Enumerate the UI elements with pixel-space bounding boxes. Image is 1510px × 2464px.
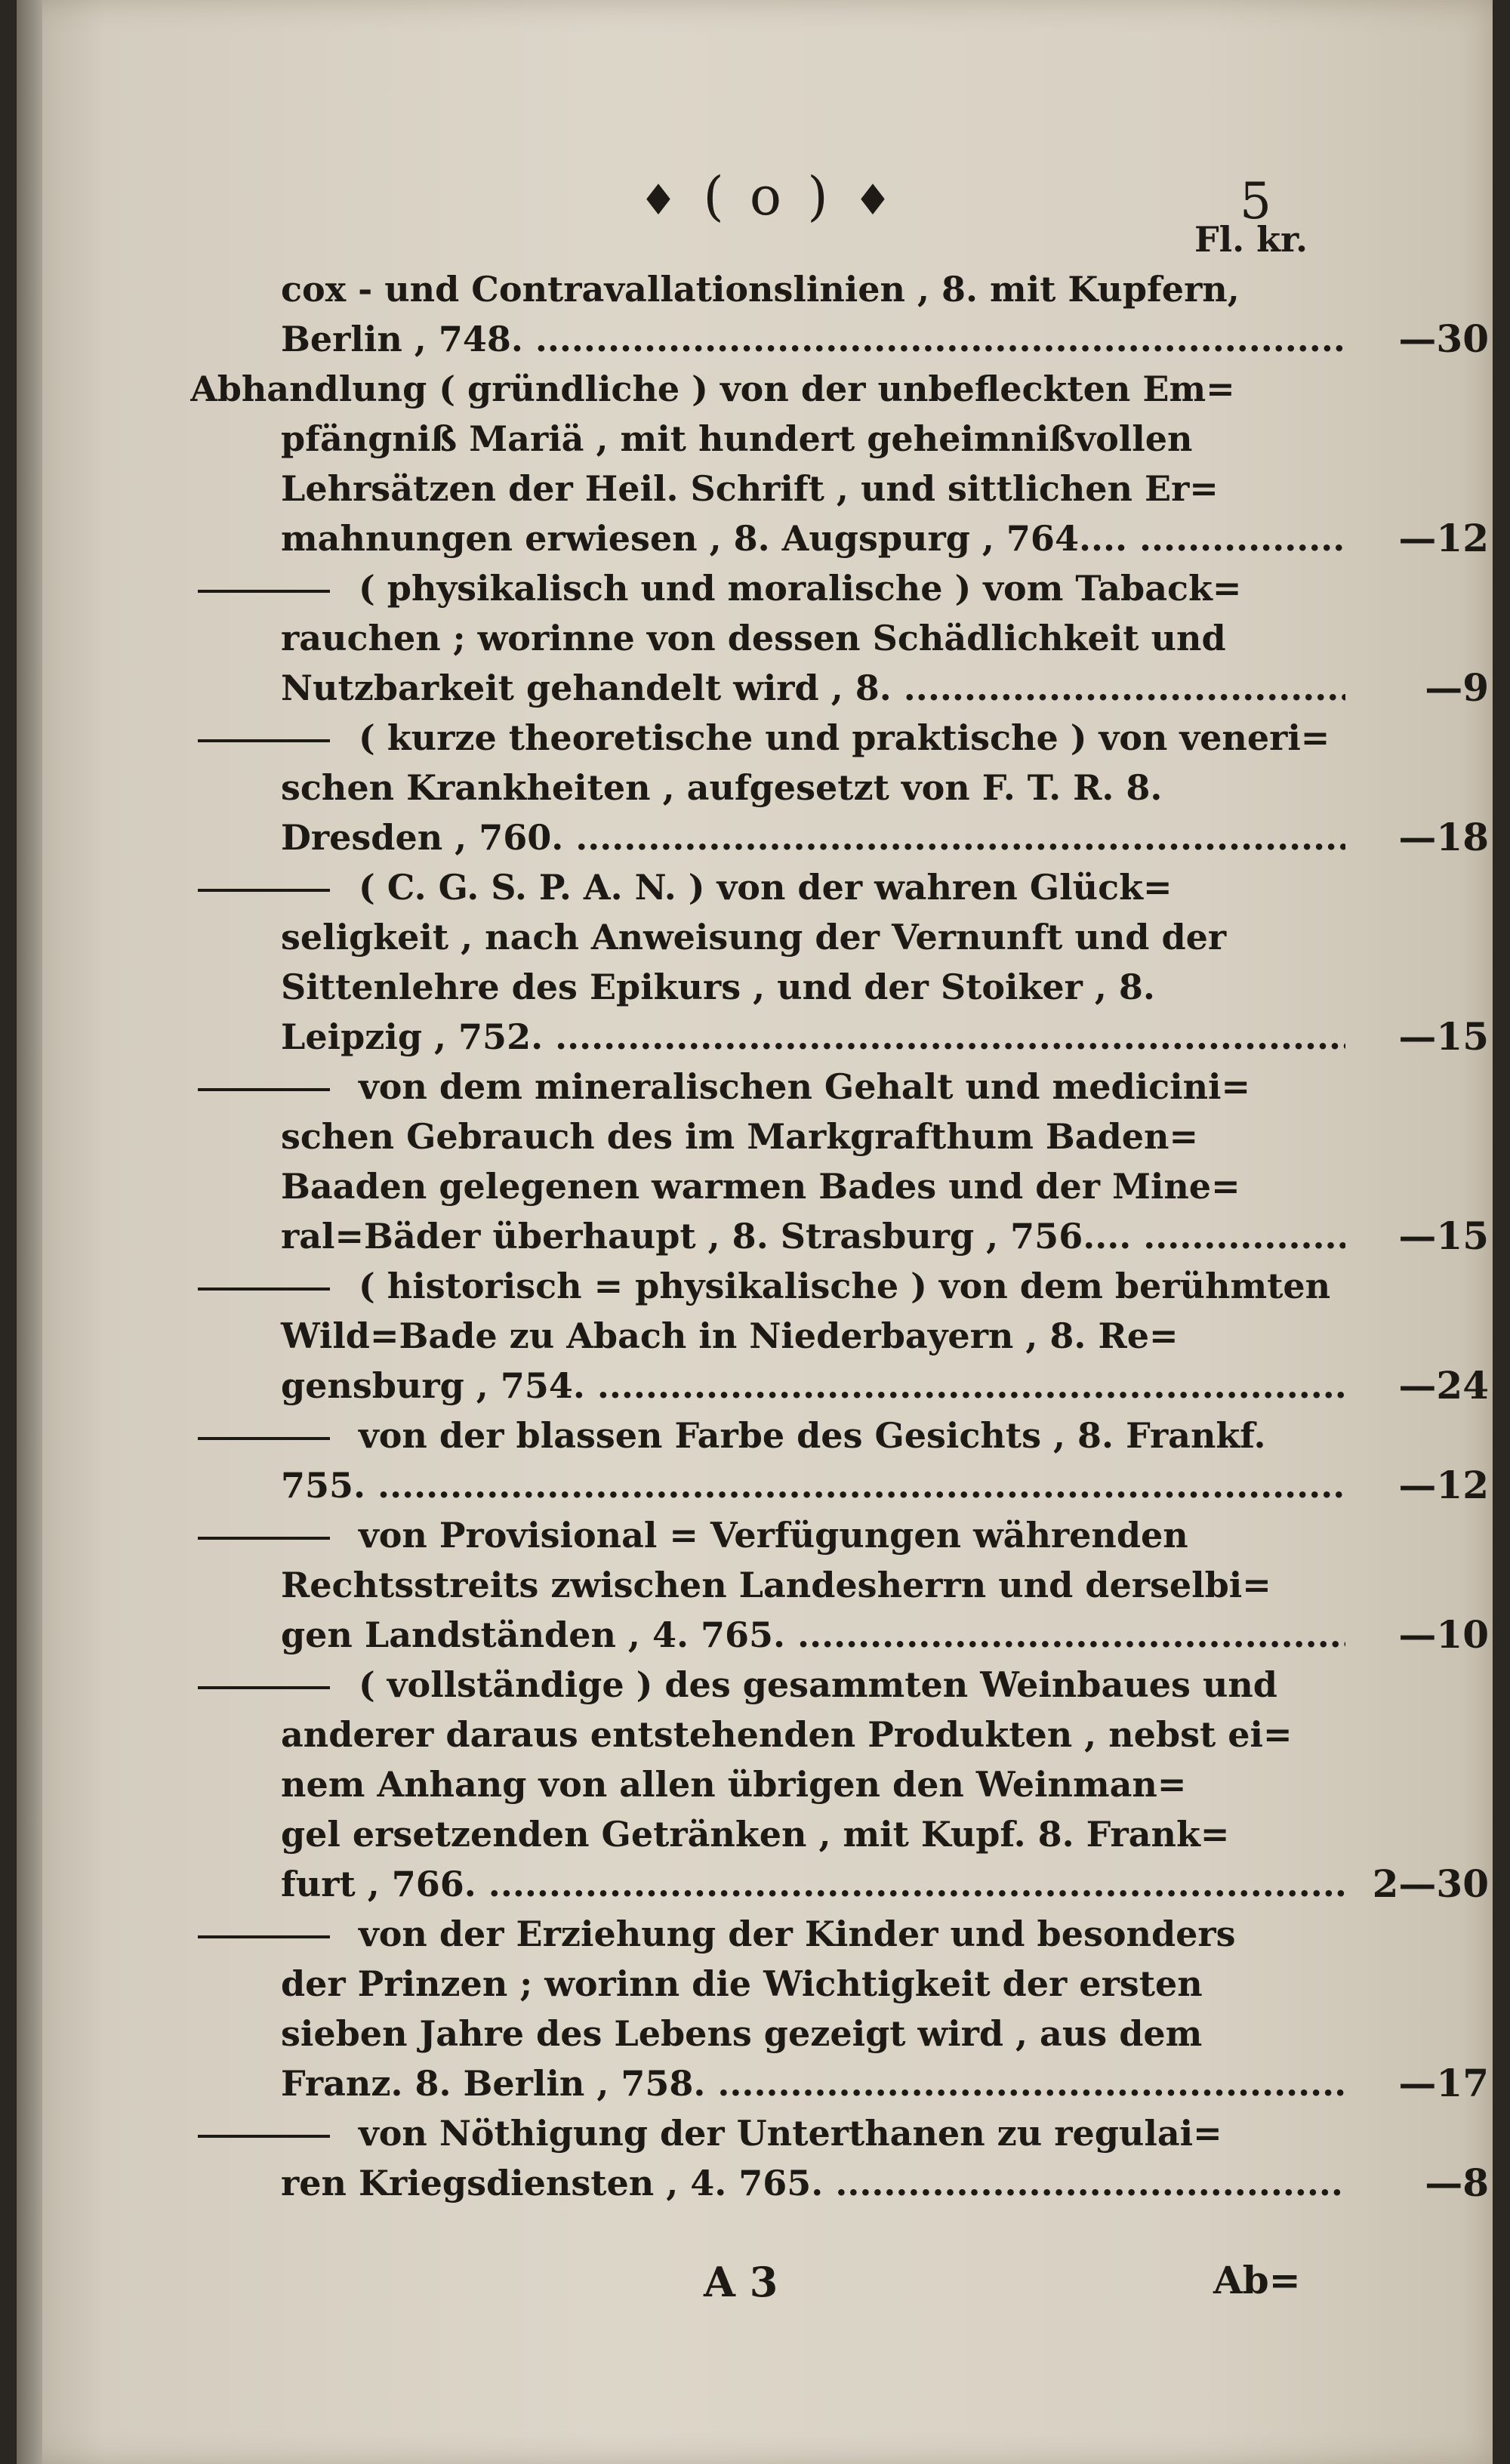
entry-price: —8 [1425, 2160, 1489, 2205]
entry-text: schen Krankheiten , aufgesetzt von F. T. R. 8. [281, 767, 1163, 808]
ditto-dash [198, 1935, 330, 1938]
entry-line [190, 1759, 1345, 1809]
entry-text: gel ersetzenden Getränken , mit Kupf. 8. Frank= [281, 1814, 1230, 1855]
entry-text: Abhandlung ( gründliche ) von der unbefleckten Em= [190, 369, 1235, 409]
entry-price: —15 [1398, 1014, 1489, 1059]
catalog-entry [190, 2108, 1489, 2208]
entry-text: mahnungen erwiesen , 8. Augspurg , 764.... ..... [281, 518, 1345, 559]
signature-mark: A 3 [704, 2258, 778, 2306]
entry-text: schen Gebrauch des im Markgrafthum Baden= [281, 1116, 1199, 1157]
entry-text: furt , 766. ..... [281, 1864, 1345, 1904]
catalog-entries [190, 264, 1489, 2208]
catalog-entry [190, 862, 1489, 1062]
entry-text: Franz. 8. Berlin , 758. ..... [281, 2063, 1345, 2104]
entry-line [190, 2158, 1345, 2208]
entry-text: ( kurze theoretische und praktische ) von veneri= [359, 717, 1330, 758]
entry-text: ren Kriegsdiensten , 4. 765. ..... [281, 2163, 1345, 2203]
ditto-dash [198, 1088, 330, 1091]
page-number: 5 [1240, 172, 1271, 230]
entry-line [190, 1560, 1345, 1610]
entry-text: von der blassen Farbe des Gesichts , 8. Frankf. [359, 1415, 1266, 1456]
entry-text: Nutzbarkeit gehandelt wird , 8. ..... [281, 668, 1345, 708]
ditto-dash [198, 739, 330, 742]
entry-line [190, 2009, 1345, 2058]
catalog-entry [190, 364, 1489, 563]
entry-line [190, 1112, 1345, 1161]
catchword: Ab= [1213, 2258, 1301, 2302]
entry-text: ( historisch = physikalische ) von dem berühmten [359, 1266, 1331, 1306]
entry-price: —10 [1398, 1612, 1489, 1657]
entry-price: —12 [1398, 1463, 1489, 1507]
entry-line [190, 1211, 1345, 1261]
entry-text: cox - und Contravallationslinien , 8. mit Kupfern, [281, 269, 1240, 310]
entry-line [190, 1710, 1345, 1759]
entry-line [190, 613, 1345, 663]
entry-price: —12 [1398, 516, 1489, 560]
entry-line [190, 1610, 1345, 1660]
catalog-entry [190, 1909, 1489, 2108]
entry-text: rauchen ; worinne von dessen Schädlichkeit und [281, 618, 1226, 658]
ditto-dash [198, 1537, 330, 1540]
ditto-dash [198, 1437, 330, 1440]
ditto-dash [198, 1288, 330, 1291]
entry-text: anderer daraus entstehenden Produkten , nebst ei= [281, 1714, 1293, 1755]
entry-text: ral=Bäder überhaupt , 8. Strasburg , 756.... ..... [281, 1216, 1345, 1257]
ditto-dash [198, 590, 330, 593]
entry-line [190, 862, 1345, 912]
header-title: ( o ) [703, 165, 833, 227]
entry-line [190, 962, 1345, 1012]
entry-line [190, 1311, 1345, 1361]
price-column-heading: Fl. kr. [1194, 219, 1308, 260]
ornament-right-icon: ♦ [853, 176, 897, 225]
entry-line [190, 813, 1345, 862]
entry-text: 755. ..... [281, 1465, 1345, 1506]
entry-line [190, 1909, 1345, 1959]
entry-line [190, 464, 1345, 513]
entry-text: von dem mineralischen Gehalt und medicini= [359, 1066, 1251, 1107]
entry-line [190, 1361, 1345, 1411]
entry-text: pfängniß Mariä , mit hundert geheimnißvollen [281, 418, 1193, 459]
entry-text: Rechtsstreits zwischen Landesherrn und derselbi= [281, 1565, 1271, 1605]
entry-text: Sittenlehre des Epikurs , und der Stoiker , 8. [281, 967, 1155, 1007]
entry-line [190, 1959, 1345, 2009]
page-header [590, 155, 945, 238]
entry-line [190, 513, 1345, 563]
ditto-dash [198, 889, 330, 892]
entry-text: gensburg , 754. ..... [281, 1365, 1345, 1406]
catalog-entry [190, 264, 1489, 364]
entry-line [190, 1660, 1345, 1710]
entry-text: von Provisional = Verfügungen währenden [359, 1515, 1188, 1556]
entry-line [190, 364, 1345, 414]
entry-text: Leipzig , 752. ..... [281, 1016, 1345, 1057]
entry-line [190, 2108, 1345, 2158]
catalog-entry [190, 1261, 1489, 1411]
entry-price: —9 [1425, 665, 1489, 710]
entry-line [190, 314, 1345, 364]
entry-price: —30 [1398, 316, 1489, 361]
entry-text: Wild=Bade zu Abach in Niederbayern , 8. Re= [281, 1315, 1179, 1356]
entry-price: —15 [1398, 1213, 1489, 1258]
entry-line [190, 2058, 1345, 2108]
entry-text: ( C. G. S. P. A. N. ) von der wahren Glück= [359, 867, 1173, 908]
entry-line [190, 414, 1345, 464]
entry-price: —24 [1398, 1363, 1489, 1408]
book-page [17, 0, 1493, 2464]
entry-text: von der Erziehung der Kinder und besonders [359, 1914, 1236, 1954]
entry-line [190, 1859, 1345, 1909]
catalog-entry [190, 1510, 1489, 1660]
entry-text: von Nöthigung der Unterthanen zu regulai= [359, 2113, 1222, 2154]
entry-line [190, 1261, 1345, 1311]
entry-line [190, 763, 1345, 813]
catalog-entry [190, 563, 1489, 713]
entry-line [190, 1062, 1345, 1112]
ditto-dash [198, 2135, 330, 2138]
entry-text: nem Anhang von allen übrigen den Weinman= [281, 1764, 1187, 1805]
entry-line [190, 264, 1345, 314]
entry-text: Lehrsätzen der Heil. Schrift , und sittlichen Er= [281, 468, 1219, 509]
page-spine-edge [17, 0, 42, 2464]
entry-line [190, 1161, 1345, 1211]
entry-text: der Prinzen ; worinn die Wichtigkeit der ersten [281, 1963, 1203, 2004]
entry-text: ( vollständige ) des gesammten Weinbaues und [359, 1664, 1277, 1705]
entry-price: —17 [1398, 2061, 1489, 2105]
entry-text: gen Landständen , 4. 765. ..... [281, 1614, 1345, 1655]
entry-line [190, 1510, 1345, 1560]
entry-text: sieben Jahre des Lebens gezeigt wird , aus dem [281, 2013, 1203, 2054]
entry-text: seligkeit , nach Anweisung der Vernunft und der [281, 917, 1227, 958]
entry-text: ( physikalisch und moralische ) vom Taback= [359, 568, 1242, 609]
entry-line [190, 1460, 1345, 1510]
catalog-entry [190, 713, 1489, 862]
entry-line [190, 663, 1345, 713]
entry-price: —18 [1398, 815, 1489, 859]
catalog-entry [190, 1062, 1489, 1261]
ditto-dash [198, 1686, 330, 1689]
entry-text: Berlin , 748. ..... [281, 319, 1345, 359]
entry-line [190, 563, 1345, 613]
entry-text: Dresden , 760. ..... [281, 817, 1345, 858]
entry-line [190, 1012, 1345, 1062]
entry-line [190, 713, 1345, 763]
catalog-entry [190, 1411, 1489, 1510]
entry-line [190, 1411, 1345, 1460]
entry-text: Baaden gelegenen warmen Bades und der Mine= [281, 1166, 1240, 1207]
catalog-entry [190, 1660, 1489, 1909]
entry-line [190, 1809, 1345, 1859]
ornament-left-icon: ♦ [639, 176, 683, 225]
entry-price: 2—30 [1372, 1861, 1489, 1906]
entry-line [190, 912, 1345, 962]
